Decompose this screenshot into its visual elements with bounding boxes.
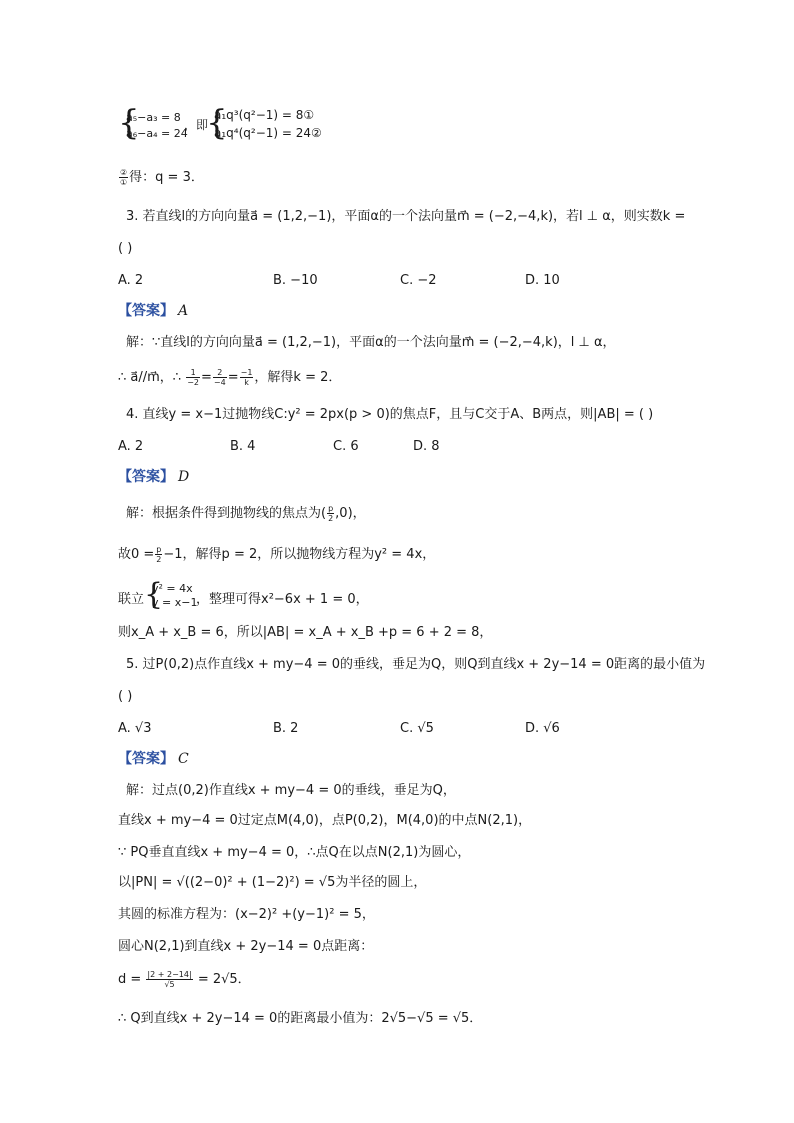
q4-option-b: B. 4 <box>230 439 256 454</box>
q5-sol7-frac-den: √5 <box>164 980 175 989</box>
q5-stem-line-2: ( ) <box>118 689 133 704</box>
q3-option-b: B. −10 <box>273 273 318 288</box>
q5-answer-tag: 【答案】 <box>118 751 174 767</box>
q3-frac-1 <box>186 368 200 387</box>
q4-answer-tag: 【答案】 <box>118 469 174 485</box>
q4-option-d: D. 8 <box>413 439 440 454</box>
q5-solution-line-4: 以|PN| = √((2−0)² + (1−2)²) = √5为半径的圆上， <box>118 875 427 890</box>
q3-option-a: A. 2 <box>118 273 144 288</box>
q5-solution-line-5: 其圆的标准方程为：(x−2)² +(y−1)² = 5， <box>118 907 375 922</box>
q4-answer-value: D <box>178 469 190 485</box>
q5-sol7-post: = 2√5． <box>197 972 251 987</box>
equation-system-block <box>118 104 378 148</box>
q5-sol7-pre: d = <box>118 972 142 987</box>
q4-option-c: C. 6 <box>333 439 359 454</box>
q5-solution-line-7 <box>118 970 251 989</box>
q4-sol2-frac <box>155 545 162 564</box>
q5-option-a: A. √3 <box>118 721 152 736</box>
q3-frac-3-num: −1 <box>240 368 253 377</box>
q5-solution-line-8: ∴ Q到直线x + 2y−14 = 0的距离最小值为：2√5−√5 = √5． <box>118 1011 483 1026</box>
q4-option-a: A. 2 <box>118 439 144 454</box>
q3-options <box>118 272 718 290</box>
ratio-num: ② <box>120 168 128 177</box>
q5-sol7-frac <box>146 970 192 989</box>
q5-sol7-frac-num: |2 + 2−14| <box>147 970 192 979</box>
q5-options <box>118 720 718 738</box>
q4-sol1-post: ,0)， <box>335 506 366 521</box>
left-brace: { <box>118 103 140 143</box>
q3-frac-1-num: 1 <box>186 368 200 378</box>
q4-sol2-pre: 故0 = <box>118 547 155 562</box>
q5-option-c: C. √5 <box>400 721 434 736</box>
q4-solution-line-1 <box>126 504 366 523</box>
right-brace: { <box>206 103 228 143</box>
q4-sol3-brace: { <box>144 577 164 612</box>
q5-stem-line-1: 5. 过P(0,2)点作直线x + my−4 = 0的垂线，垂足为Q，则Q到直线x + 2y−14 = 0距离的最小值为 <box>126 657 706 672</box>
ratio-den: ① <box>120 178 128 187</box>
system-eq-2: a₆−a₄ = 24 <box>126 127 188 140</box>
q4-solution-line-2 <box>118 545 435 564</box>
q3-frac-2 <box>213 368 227 387</box>
system-eq-4: a₁q⁴(q²−1) = 24② <box>214 126 322 140</box>
q3-stem-line-2: ( ) <box>118 241 133 256</box>
q3-stem-line-1: 3. 若直线l的方向向量a⃗ = (1,2,−1)，平面α的一个法向量m⃗ = (−2,−4,k)，若l ⊥ α，则实数k = <box>126 209 686 224</box>
q4-sol2-frac-num: p <box>156 545 162 554</box>
q3-frac-1-den: −2 <box>187 378 200 387</box>
ratio-line <box>118 168 204 187</box>
q3-sol2-post: ，解得k = 2． <box>254 370 342 385</box>
q3-solution-line-1: 解：∵直线l的方向向量a⃗ = (1,2,−1)，平面α的一个法向量m⃗ = (−2,−4,k)，l ⊥ α， <box>126 335 616 350</box>
q5-option-d: D. √6 <box>525 721 560 736</box>
q4-sol3-pre: 联立 <box>118 592 145 607</box>
q4-solution-line-3 <box>118 577 518 612</box>
q4-sol3-eq1: y² = 4x <box>152 582 193 595</box>
q4-answer <box>118 468 189 486</box>
q5-solution-line-6: 圆心N(2,1)到直线x + 2y−14 = 0点距离： <box>118 939 374 954</box>
ratio-text: 得：q = 3． <box>129 170 204 185</box>
q3-frac-2-num: 2 <box>213 368 227 378</box>
q5-option-b: B. 2 <box>273 721 299 736</box>
system-eq-3: a₁q³(q²−1) = 8① <box>214 108 315 122</box>
q3-frac-2-den: −4 <box>213 378 226 387</box>
q4-sol1-frac-num: p <box>328 504 334 513</box>
q3-sol2-pre: ∴ a⃗//m⃗，∴ <box>118 370 182 385</box>
q3-answer-tag: 【答案】 <box>118 303 174 319</box>
q5-answer <box>118 750 189 768</box>
q3-answer <box>118 302 188 320</box>
system-eq-1: a₅−a₃ = 8 <box>126 111 181 124</box>
q5-answer-value: C <box>178 751 189 767</box>
q4-sol1-pre: 解：根据条件得到抛物线的焦点为( <box>126 506 327 521</box>
ratio-fraction <box>119 168 128 187</box>
q4-sol2-post: −1，解得p = 2，所以抛物线方程为y² = 4x， <box>163 547 436 562</box>
q4-sol1-frac-den: 2 <box>328 514 334 523</box>
q4-stem-line-1: 4. 直线y = x−1过抛物线C:y² = 2px(p > 0)的焦点F，且与C交于A、B两点，则|AB| = ( ) <box>126 407 654 422</box>
system-connector: ，即 <box>184 118 209 132</box>
q4-solution-line-4: 则x_A + x_B = 6，所以|AB| = x_A + x_B +p = 6 + 2 = 8， <box>118 625 493 640</box>
q3-frac-3-den: k <box>244 378 249 387</box>
q4-sol3-post: ，整理可得x²−6x + 1 = 0， <box>196 592 369 607</box>
q3-option-c: C. −2 <box>400 273 437 288</box>
q3-option-d: D. 10 <box>525 273 560 288</box>
q3-solution-line-2: ∴ a⃗//m⃗，∴ $\frac{1}{-2}$ = $\frac{2}{-4}$ = $\frac{-1}{k}$ ，解得k = 2． <box>118 368 342 387</box>
q5-solution-line-1: 解：过点(0,2)作直线x + my−4 = 0的垂线，垂足为Q， <box>126 783 456 798</box>
q4-sol1-frac <box>327 504 334 523</box>
q3-frac-3 <box>240 368 254 387</box>
q5-solution-line-3: ∵ PQ垂直直线x + my−4 = 0，∴点Q在以点N(2,1)为圆心， <box>118 845 471 860</box>
q4-sol2-frac-den: 2 <box>156 555 162 564</box>
q4-options <box>118 438 718 456</box>
q3-answer-value: A <box>178 303 189 319</box>
q4-sol3-eq2: y = x−1 <box>152 596 198 609</box>
q5-solution-line-2: 直线x + my−4 = 0过定点M(4,0)，点P(0,2)，M(4,0)的中点N(2,1)， <box>118 813 532 828</box>
